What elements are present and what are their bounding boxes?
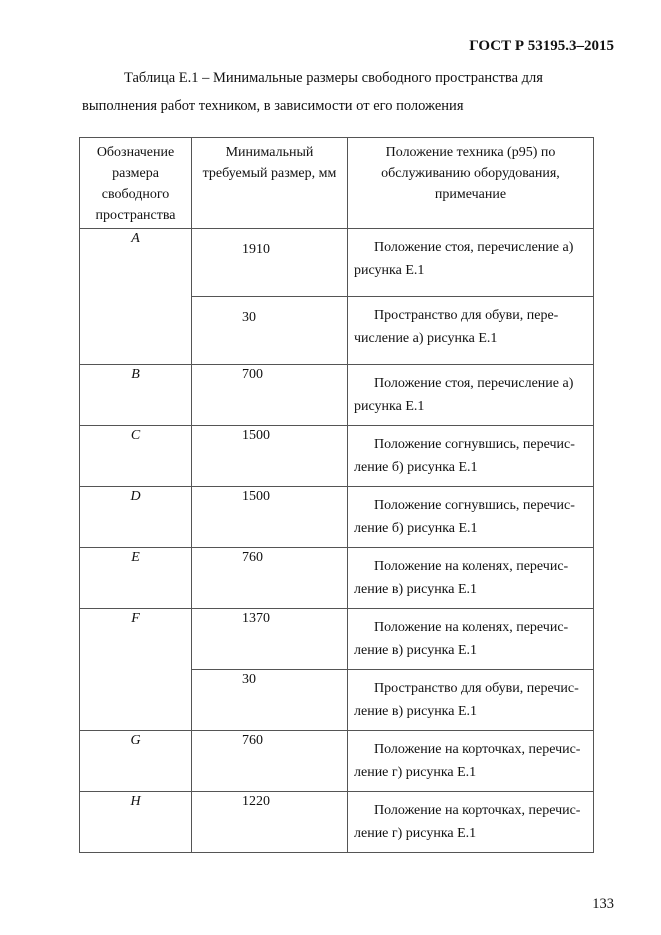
note-cell: Положение на коленях, перечис-ление в) рисунка Е.1	[348, 548, 594, 609]
value-cell: 1500	[192, 487, 348, 548]
page-number: 133	[592, 896, 614, 912]
value-cell: 1370	[192, 609, 348, 670]
note-cell: Пространство для обуви, пере-числение а) рисунка Е.1	[348, 297, 594, 365]
table-row	[80, 365, 594, 426]
table-row	[80, 609, 594, 670]
table-row	[80, 548, 594, 609]
value-cell: 700	[192, 365, 348, 426]
table-row	[80, 426, 594, 487]
symbol-cell: C	[80, 426, 192, 487]
value-cell: 30	[192, 670, 348, 731]
value-cell: 760	[192, 731, 348, 792]
symbol-cell: G	[80, 731, 192, 792]
document-id: ГОСТ Р 53195.3–2015	[469, 38, 614, 54]
note-cell: Положение согнувшись, перечис-ление б) рисунка Е.1	[348, 487, 594, 548]
table-caption-line1: Таблица Е.1 – Минимальные размеры свободного пространства для	[124, 70, 543, 86]
table-caption-line2: выполнения работ техником, в зависимости от его положения	[82, 98, 464, 114]
note-cell: Положение на коленях, перечис-ление в) рисунка Е.1	[348, 609, 594, 670]
symbol-cell: D	[80, 487, 192, 548]
table-row	[80, 792, 594, 853]
value-cell: 1500	[192, 426, 348, 487]
table-header-row	[80, 138, 594, 229]
symbol-cell: B	[80, 365, 192, 426]
note-cell: Положение согнувшись, перечис-ление б) рисунка Е.1	[348, 426, 594, 487]
value-cell: 1220	[192, 792, 348, 853]
symbol-cell: F	[80, 609, 192, 731]
header-symbol: Обозначение размера свободного пространства	[80, 138, 192, 229]
header-position: Положение техника (p95) по обслуживанию оборудования, примечание	[348, 138, 594, 229]
value-cell: 760	[192, 548, 348, 609]
table-row	[80, 229, 594, 297]
table-row	[80, 487, 594, 548]
note-cell: Положение на корточках, перечис-ление г) рисунка Е.1	[348, 792, 594, 853]
symbol-cell: H	[80, 792, 192, 853]
value-cell: 1910	[192, 229, 348, 297]
symbol-cell: A	[80, 229, 192, 365]
free-space-table	[79, 137, 594, 853]
note-cell: Положение стоя, перечисление а) рисунка Е.1	[348, 365, 594, 426]
header-min-size: Минимальный требуемый размер, мм	[192, 138, 348, 229]
symbol-cell: E	[80, 548, 192, 609]
note-cell: Положение стоя, перечисление а) рисунка Е.1	[348, 229, 594, 297]
table-row	[80, 731, 594, 792]
note-cell: Положение на корточках, перечис-ление г) рисунка Е.1	[348, 731, 594, 792]
value-cell: 30	[192, 297, 348, 365]
note-cell: Пространство для обуви, перечис-ление в) рисунка Е.1	[348, 670, 594, 731]
